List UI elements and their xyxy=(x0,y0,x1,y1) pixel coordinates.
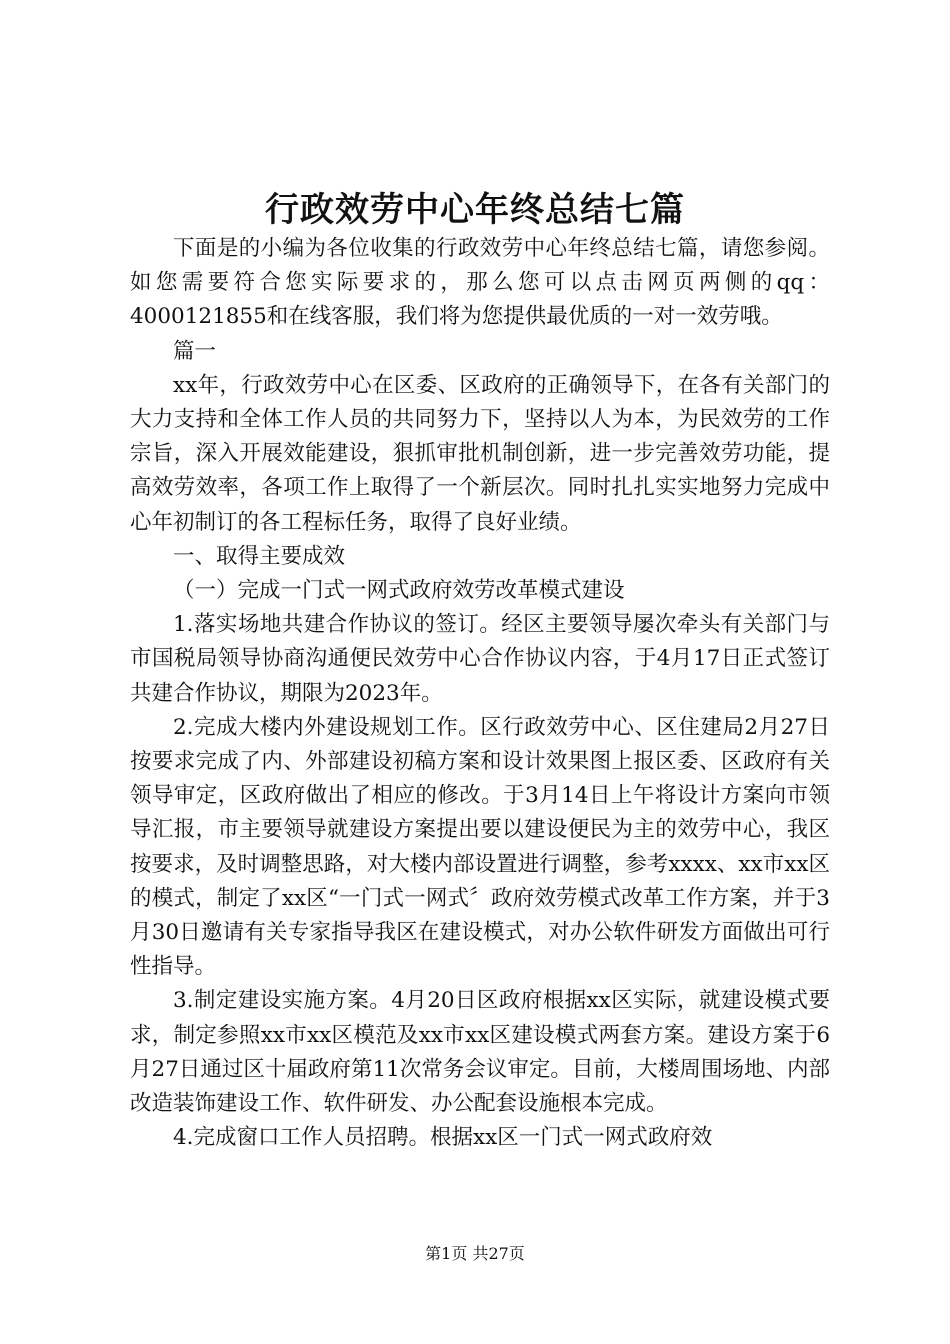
section-heading: 一、取得主要成效 xyxy=(173,543,346,569)
body-paragraph: 1.落实场地共建合作协议的签订。经区主要领导屡次牵头有关部门与市国税局领导协商沟通便民效劳中心合作协议内容，于4月17日正式签订共建合作协议，期限为2023年。 xyxy=(130,612,830,706)
body-paragraph: 4.完成窗口工作人员招聘。根据xx区一门式一网式政府效 xyxy=(173,1125,713,1151)
body-paragraph: xx年，行政效劳中心在区委、区政府的正确领导下，在各有关部门的大力支持和全体工作人员的共同努力下，坚持以人为本，为民效劳的工作宗旨，深入开展效能建设，狠抓审批机制创新，进一步完善效劳功能，提高效劳效率，各项工作上取得了一个新层次。同时扎扎实实地努力完成中心年初制订的各工程标任务，取得了良好业绩。 xyxy=(130,372,830,535)
section-label: 篇一 xyxy=(173,338,217,364)
page-number-footer: 第1页 共27页 xyxy=(425,1244,525,1263)
intro-paragraph: 下面是的小编为各位收集的行政效劳中心年终总结七篇，请您参阅。如您需要符合您实际要求的，那么您可以点击网页两侧的qq：4000121855和在线客服，我们将为您提供最优质的一对一效劳哦。 xyxy=(130,236,830,330)
subsection-heading: （一）完成一门式一网式政府效劳改革模式建设 xyxy=(173,578,625,604)
body-paragraph: 3.制定建设实施方案。4月20日区政府根据xx区实际，就建设模式要求，制定参照xx市xx区模范及xx市xx区建设模式两套方案。建设方案于6月27日通过区十届政府第11次常务会议审定。目前，大楼周围场地、内部改造装饰建设工作、软件研发、办公配套设施根本完成。 xyxy=(130,988,830,1117)
document-title: 行政效劳中心年终总结七篇 xyxy=(265,190,685,230)
document-body xyxy=(130,232,830,1155)
body-paragraph: 2.完成大楼内外建设规划工作。区行政效劳中心、区住建局2月27日按要求完成了内、外部建设初稿方案和设计效果图上报区委、区政府有关领导审定，区政府做出了相应的修改。于3月14日上午将设计方案向市领导汇报，市主要领导就建设方案提出要以建设便民为主的效劳中心，我区按要求，及时调整思路，对大楼内部设置进行调整，参考xxxx、xx市xx区的模式，制定了xx区“一门式一网式〞政府效劳模式改革工作方案，并于3月30日邀请有关专家指导我区在建设模式，对办公软件研发方面做出可行性指导。 xyxy=(130,714,830,980)
